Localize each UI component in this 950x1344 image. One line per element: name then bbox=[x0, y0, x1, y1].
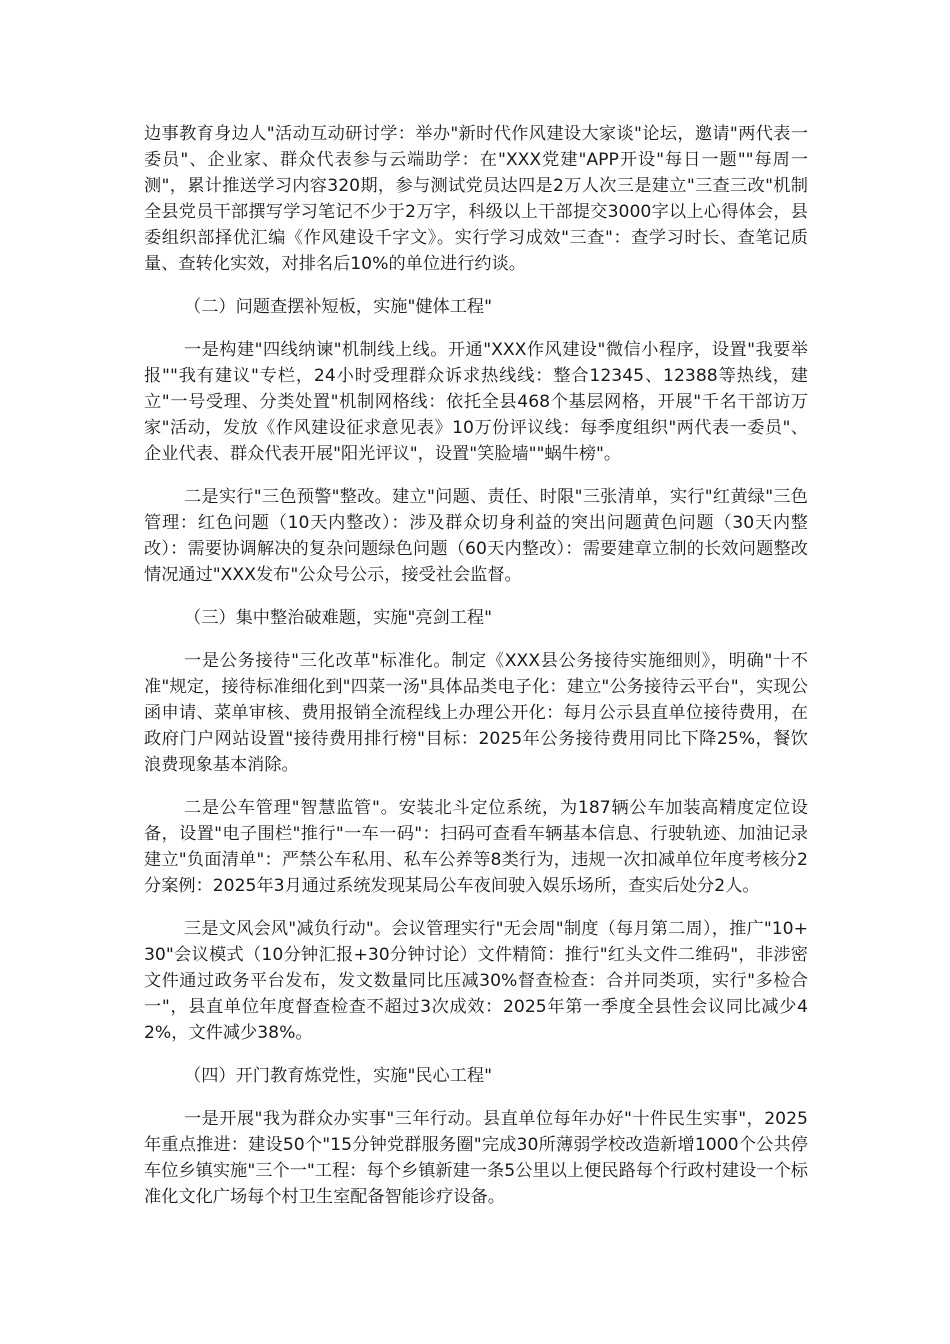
paragraph-study-activities: 边事教育身边人"活动互动研讨学：举办"新时代作风建设大家谈"论坛，邀请"两代表一委员"、企业家、群众代表参与云端助学：在"XXX党建"APP开设"每日一题""每周一测"，累计推送学习内容320期，参与测试党员达四是2万人次三是建立"三查三改"机制全县党员干部撰写学习笔记不少于2万字，科级以上干部提交3000字以上心得体会，县委组织部择优汇编《作风建设千字文》。实行学习成效"三查"：查学习时长、查笔记质量、查转化实效，对排名后10%的单位进行约谈。 bbox=[144, 124, 808, 274]
paragraph-meeting-style: 三是文风会风"减负行动"。会议管理实行"无会周"制度（每月第二周），推广"10+30"会议模式（10分钟汇报+30分钟讨论）文件精简：推行"红头文件二维码"，非涉密文件通过政务平台发布，发文数量同比压减30%督查检查：合并同类项，实行"多检合一"，县直单位年度督查检查不超过3次成效：2025年第一季度全县性会议同比减少42%，文件减少38%。 bbox=[144, 919, 808, 1043]
paragraph-four-lines: 一是构建"四线纳谏"机制线上线。开通"XXX作风建设"微信小程序，设置"我要举报""我有建议"专栏，24小时受理群众诉求热线线：整合12345、12388等热线，建立"一号受理、分类处置"机制网格线：依托全县468个基层网格，开展"千名干部访万家"活动，发放《作风建设征求意见表》10万份评议线：每季度组织"两代表一委员"、企业代表、群众代表开展"阳光评议"，设置"笑脸墙""蜗牛榜"。 bbox=[144, 340, 808, 464]
paragraph-three-color-warning: 二是实行"三色预警"整改。建立"问题、责任、时限"三张清单，实行"红黄绿"三色管理：红色问题（10天内整改）：涉及群众切身利益的突出问题黄色问题（30天内整改）：需要协调解决的复杂问题绿色问题（60天内整改）：需要建章立制的长效问题整改情况通过"XXX发布"公众号公示，接受社会监督。 bbox=[144, 487, 808, 585]
paragraph-official-reception: 一是公务接待"三化改革"标准化。制定《XXX县公务接待实施细则》，明确"十不准"规定，接待标准细化到"四菜一汤"具体品类电子化：建立"公务接待云平台"，实现公函申请、菜单审核、费用报销全流程线上办理公开化：每月公示县直单位接待费用，在政府门户网站设置"接待费用排行榜"目标：2025年公务接待费用同比下降25%，餐饮浪费现象基本消除。 bbox=[144, 651, 808, 775]
document-page bbox=[144, 121, 808, 1227]
section-heading-2: （二）问题查摆补短板，实施"健体工程" bbox=[184, 297, 493, 317]
paragraph-public-service: 一是开展"我为群众办实事"三年行动。县直单位每年办好"十件民生实事"，2025年重点推进：建设50个"15分钟党群服务圈"完成30所薄弱学校改造新增1000个公共停车位乡镇实施"三个一"工程：每个乡镇新建一条5公里以上便民路每个行政村建设一个标准化文化广场每个村卫生室配备智能诊疗设备。 bbox=[144, 1109, 808, 1207]
section-heading-4: （四）开门教育炼党性，实施"民心工程" bbox=[184, 1066, 493, 1086]
section-heading-3: （三）集中整治破难题，实施"亮剑工程" bbox=[184, 608, 493, 628]
paragraph-vehicle-management: 二是公车管理"智慧监管"。安装北斗定位系统，为187辆公车加装高精度定位设备，设置"电子围栏"推行"一车一码"：扫码可查看车辆基本信息、行驶轨迹、加油记录建立"负面清单"：严禁公车私用、私车公养等8类行为，违规一次扣减单位年度考核分2分案例：2025年3月通过系统发现某局公车夜间驶入娱乐场所，查实后处分2人。 bbox=[144, 798, 808, 896]
